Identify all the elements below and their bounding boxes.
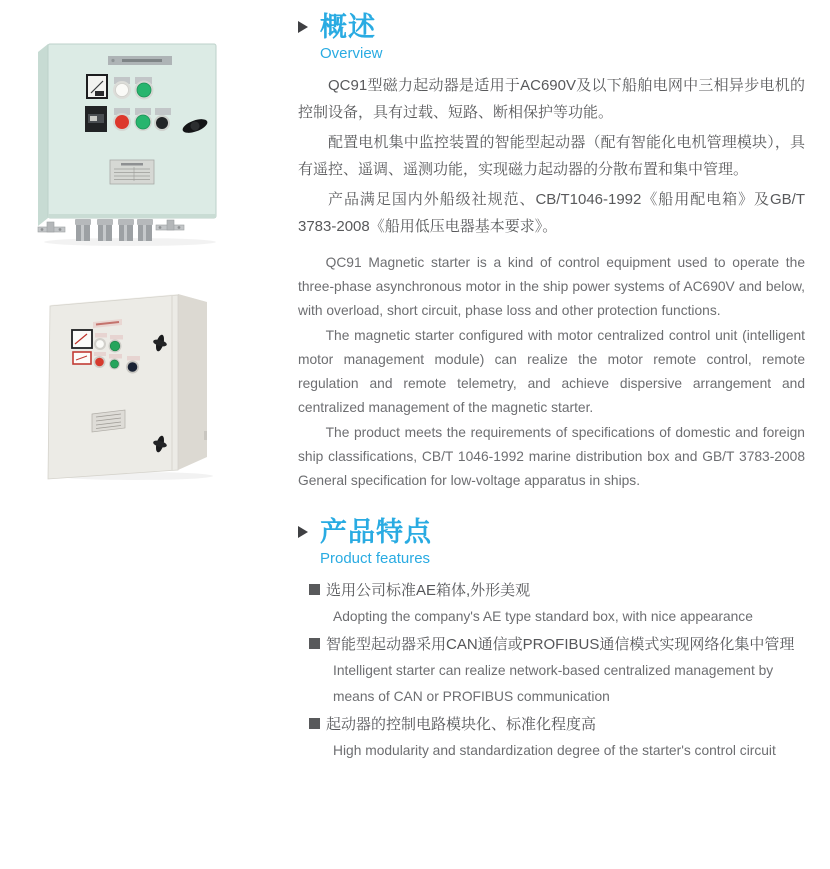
cabinet2-side-face	[178, 294, 207, 470]
hinge	[204, 431, 207, 440]
label-plate	[95, 333, 107, 338]
breaker-toggle	[90, 116, 97, 121]
label-plate	[94, 352, 106, 356]
square-bullet-icon	[309, 638, 320, 649]
ammeter-base	[95, 91, 104, 96]
cabinet1-bottom-lip	[48, 214, 216, 218]
triangle-bullet-icon	[298, 21, 308, 33]
spacer	[298, 243, 805, 251]
feature-zh-label: 智能型起动器采用CAN通信或PROFIBUS通信模式实现网络化集中管理	[326, 636, 795, 653]
feature-zh-label: 起动器的控制电路模块化、标准化程度高	[326, 716, 597, 733]
content-column	[298, 12, 805, 765]
overview-header	[298, 12, 805, 63]
navy-button	[128, 362, 138, 372]
feature-text-zh	[298, 711, 805, 738]
feature-item	[298, 631, 805, 710]
feature-text-zh	[298, 631, 805, 658]
square-bullet-icon	[309, 718, 320, 729]
product-photo-perspective-view	[40, 283, 215, 483]
cable-glands	[75, 219, 153, 241]
triangle-bullet-icon	[298, 526, 308, 538]
label-plate	[155, 108, 171, 115]
red-button	[115, 115, 129, 129]
nameplate-title	[121, 163, 143, 166]
overview-paragraph-en: The product meets the requirements of specifications of domestic and foreign ship classifications, CB/T 1046-1992 marine distribution box and GB/T 3783-2008 General specification for low-voltage apparatus in ships.	[298, 425, 805, 488]
overview-title-en: Overview	[320, 45, 383, 62]
overview-paragraph-zh: 产品满足国内外船级社规范、CB/T1046-1992《船用配电箱》及GB/T 3783-2008《船用低压电器基本要求》。	[298, 191, 805, 235]
white-button	[96, 340, 104, 348]
green-button2	[136, 115, 150, 129]
features-header	[298, 517, 805, 568]
overview-paragraph-zh: 配置电机集中监控装置的智能型起动器（配有智能化电机管理模块），具有遥控、遥调、遥测功能，实现磁力起动器的分散布置和集中管理。	[298, 134, 805, 178]
features-title-zh: 产品特点	[320, 517, 432, 547]
feature-text-zh	[298, 577, 805, 604]
feature-zh-label: 选用公司标准AE箱体,外形美观	[326, 582, 531, 599]
label-plate	[109, 354, 122, 359]
feature-text-en: High modularity and standardization degree of the starter's control circuit	[333, 743, 776, 758]
mounting-bracket-right	[156, 220, 184, 230]
feature-text-en: Intelligent starter can realize network-based centralized management by means of CAN or PROFIBUS communication	[333, 663, 774, 704]
green-button	[137, 83, 151, 97]
features-title-en: Product features	[320, 550, 431, 567]
feature-item	[298, 711, 805, 764]
square-bullet-icon	[309, 584, 320, 595]
overview-paragraph-en: The magnetic starter configured with motor centralized control unit (intelligent motor management module) can realize the motor remote control, remote regulation and remote telemetry, and achieve dispersive arrangement and centralized management of the magnetic starter.	[298, 328, 805, 415]
cabinet1-left-side	[38, 44, 48, 226]
cabinet1-name-strip-logo	[111, 59, 114, 62]
mounting-bracket-left	[38, 222, 65, 232]
cabinet2-meter	[72, 330, 92, 348]
overview-paragraph-en: QC91 Magnetic starter is a kind of control equipment used to operate the three-phase asynchronous motor in the ship power systems of AC690V and below, with overload, short circuit, phase loss and other protection functions.	[298, 255, 805, 318]
features-section	[298, 517, 805, 764]
green-button2	[111, 360, 119, 368]
overview-section	[298, 12, 805, 493]
feature-text-en: Adopting the company's AE type standard box, with nice appearance	[333, 609, 753, 624]
white-button	[116, 84, 129, 97]
overview-title-zh: 概述	[320, 12, 376, 42]
green-button	[110, 341, 120, 351]
label-plate	[127, 356, 140, 361]
product-photo-front-view	[30, 36, 226, 248]
overview-paragraph-zh: QC91型磁力起动器是适用于AC690V及以下船舶电网中三相异步电机的控制设备，具有过载、短路、断相保护等功能。	[298, 77, 805, 121]
cabinet1-name-strip-text	[122, 59, 162, 62]
red-button	[95, 358, 104, 367]
feature-item	[298, 577, 805, 630]
label-plate	[110, 335, 123, 340]
black-button	[156, 117, 168, 129]
